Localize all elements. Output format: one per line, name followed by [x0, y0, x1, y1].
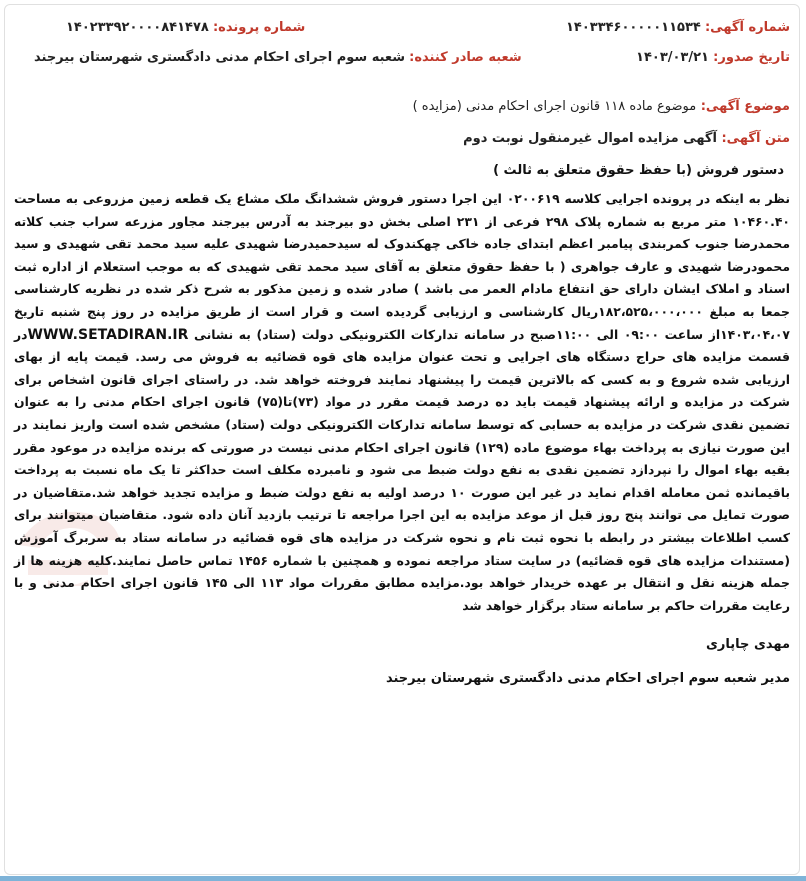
issuer-label: شعبه صادر کننده: [409, 50, 522, 65]
notice-title-row [14, 124, 790, 154]
issue-date-value: ۱۴۰۳/۰۳/۲۱ [636, 50, 709, 65]
ad-number-value: ۱۴۰۳۳۴۶۰۰۰۰۰۱۱۵۳۴ [565, 20, 701, 35]
issue-date-field [636, 50, 790, 65]
subject-row [14, 92, 790, 122]
notice-body-part2: در قسمت مزایده های حراج دستگاه های اجرایی و تحت عنوان مزایده های قوه قضائیه به فروش می رسد. قیمت پایه از بهای ارزیابی شده شروع و به کسی که بالاترین قیمت را پیشنهاد نمایند فروخته خواهد شد. در راستای اجرای قانون اشخاص برای شرکت در مزایده و ارائه پیشنهاد قیمت باید ده درصد قیمت مقرر در مواد (۷۳)تا(۷۵) قانون اجرای احکام مدنی را به عنوان تضمین نقدی شرکت در مزایده به حسابی که توسط سامانه تدارکات الکترونیکی دولت (ستاد) مشخص شده است واریز نمایند در این صورت نیازی به پرداخت بهاء موضوع ماده (۱۲۹) قانون اجرای احکام مدنی نیست در صورتی که برنده مزایده در موعود مقرر بقیه بهاء اموال را نپردازد تضمین نقدی به نفع دولت ضبط می شود و نامبرده مکلف است حداکثر تا یک ماه نسبت به پرداخت باقیمانده ثمن معامله اقدام نماید در غیر این صورت ۱۰ درصد اولیه به نفع دولت ضبط و مزایده تجدید خواهد شد.متقاضیان در صورت تمایل می توانند پنج روز قبل از موعد مزایده به این اجرا مراجعه تا ترتیب بازدید آنان داده شود. متقاضیان میتوانند برای کسب اطلاعات بیشتر در رابطه با نحوه ثبت نام و نحوه شرکت در مزایده های قوه قضائیه در سامانه ستاد به سربرگ آموزش (مستندات مزایده های قوه قضائیه) در سایت ستاد مراجعه نموده و همچنین با شماره ۱۴۵۶ تماس حاصل نمایند.کلیه هزینه ها از جمله هزینه نقل و انتقال بر عهده خریدار خواهد بود.مزایده مطابق مقررات مواد ۱۱۳ الی ۱۴۵ قانون اجرای احکام مدنی و با رعایت مقررات حاکم بر سامانه ستاد برگزار خواهد شد [14, 326, 791, 613]
bottom-bar [0, 876, 806, 881]
ad-number-field [566, 20, 790, 35]
subject-value: موضوع ماده ۱۱۸ قانون اجرای احکام مدنی (مزایده ) [412, 99, 697, 114]
notice-subtitle: دستور فروش (با حفظ حقوق متعلق به ثالث ) [493, 163, 784, 178]
issuer-value: شعبه سوم اجرای احکام مدنی دادگستری شهرستان بیرجند [34, 50, 406, 65]
case-number-label: شماره پرونده: [212, 20, 306, 35]
issue-date-label: تاریخ صدور: [713, 50, 790, 65]
header-row-2 [14, 50, 790, 80]
notice-document [14, 20, 790, 693]
case-number-field [66, 20, 305, 35]
issuer-field [34, 50, 522, 65]
ad-number-label: شماره آگهی: [704, 20, 790, 35]
header-row-1 [14, 20, 790, 50]
setad-link[interactable]: WWW.SETADIRAN.IR [27, 326, 189, 343]
subject-label: موضوع آگهی: [700, 99, 790, 114]
signature-title: مدیر شعبه سوم اجرای احکام مدنی دادگستری شهرستان بیرجند [385, 671, 790, 687]
signature-name: مهدی چاپاری [706, 637, 790, 653]
notice-label: متن آگهی: [721, 131, 790, 146]
notice-body-part1: نظر به اینکه در پرونده اجرایی کلاسه ۰۲۰۰۶۱۹ این اجرا دستور فروش ششدانگ ملک مشاع یک قطعه زمین مزروعی به مساحت ۱۰۴۶۰.۴۰ متر مربع به شماره پلاک ۲۹۸ فرعی از ۲۳۱ اصلی بخش دو بیرجند به آدرس بیرجند مجاور مزرعه سراب جنب کلاته محمدرضا جنوب کمربندی پیامبر اعظم ابتدای جاده خاکی چهکندوک له سیدحمیدرضا شهیدی علیه سید محمد تقی شهیدی و سید محمودرضا شهیدی و عارف جواهری ( با حفظ حقوق متعلق به آقای سید محمد تقی شهیدی که به موجب استعلام از اداره ثبت اسناد و املاک ایشان دارای حق انتفاع مادام العمر می باشد ) صادر شده و زمین مذکور به شرح ذکر شده در نظریه کارشناسی جمعا به مبلغ ۱۸۲،۵۲۵،۰۰۰،۰۰۰ریال کارشناسی و ارزیابی گردیده است و قرار است از طریق مزایده در روز پنج شنبه تاریخ ۱۴۰۳،۰۴،۰۷از ساعت ۰۹:۰۰ الی ۱۱:۰۰صبح در سامانه تدارکات الکترونیکی دولت (ستاد) به نشانی [14, 191, 790, 342]
notice-body [14, 188, 790, 617]
case-number-value: ۱۴۰۲۳۳۹۲۰۰۰۰۸۴۱۴۷۸ [66, 20, 209, 35]
notice-title: آگهی مزایده اموال غیرمنقول نوبت دوم [463, 131, 717, 146]
